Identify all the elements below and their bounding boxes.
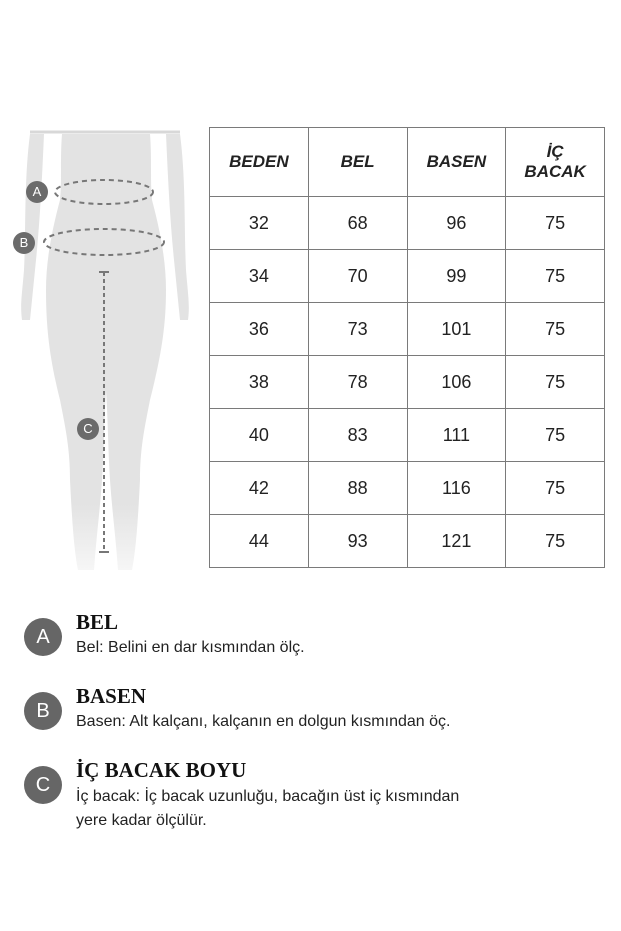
cell-basen: 96 [407,197,506,250]
legend-badge-c: C [24,766,62,804]
table-row [210,197,605,250]
cell-basen: 116 [407,462,506,515]
cell-bel: 68 [308,197,407,250]
cell-ic-bacak: 75 [506,250,605,303]
cell-bel: 73 [308,303,407,356]
marker-a: A [26,181,48,203]
cell-ic-bacak: 75 [506,409,605,462]
cell-basen: 99 [407,250,506,303]
cell-beden: 34 [210,250,309,303]
table-row [210,462,605,515]
legend-title-bel: BEL [76,610,119,634]
cell-beden: 40 [210,409,309,462]
header-basen: BASEN [407,128,506,197]
header-ic-bacak [506,128,605,197]
cell-ic-bacak: 75 [506,356,605,409]
legend-desc-bel: Bel: Belini en dar kısmından ölç. [76,639,305,656]
cell-beden: 36 [210,303,309,356]
size-chart-table [209,127,605,568]
table-row [210,356,605,409]
marker-c: C [77,418,99,440]
table-row [210,515,605,568]
cell-beden: 32 [210,197,309,250]
header-beden: BEDEN [210,128,309,197]
cell-ic-bacak: 75 [506,197,605,250]
cell-bel: 70 [308,250,407,303]
header-ic-line2: BACAK [524,162,586,181]
header-ic-line1: İÇ [546,142,564,161]
marker-b: B [13,232,35,254]
cell-bel: 88 [308,462,407,515]
cell-basen: 101 [407,303,506,356]
legend-desc-basen: Basen: Alt kalçanı, kalçanın en dolgun kısmından öç. [76,713,451,730]
cell-basen: 106 [407,356,506,409]
legend-badge-a: A [24,618,62,656]
header-bel: BEL [308,128,407,197]
table-row [210,303,605,356]
cell-bel: 78 [308,356,407,409]
table-row [210,250,605,303]
cell-ic-bacak: 75 [506,515,605,568]
cell-basen: 121 [407,515,506,568]
body-silhouette-figure [0,120,200,590]
cell-basen: 111 [407,409,506,462]
legend-badge-b: B [24,692,62,730]
legend-desc-line: İç bacak: İç bacak uzunluğu, bacağın üst iç kısmından [76,788,460,805]
legend-title-basen: BASEN [76,684,147,708]
legend-desc-ic-bacak [76,785,536,833]
cell-beden: 38 [210,356,309,409]
cell-bel: 93 [308,515,407,568]
cell-bel: 83 [308,409,407,462]
cell-ic-bacak: 75 [506,462,605,515]
table-row [210,409,605,462]
legend-title-ic-bacak-boyu: İÇ BACAK BOYU [76,758,247,782]
cell-ic-bacak: 75 [506,303,605,356]
cell-beden: 42 [210,462,309,515]
table-header-row [210,128,605,197]
legend-desc-line: yere kadar ölçülür. [76,812,207,829]
cell-beden: 44 [210,515,309,568]
